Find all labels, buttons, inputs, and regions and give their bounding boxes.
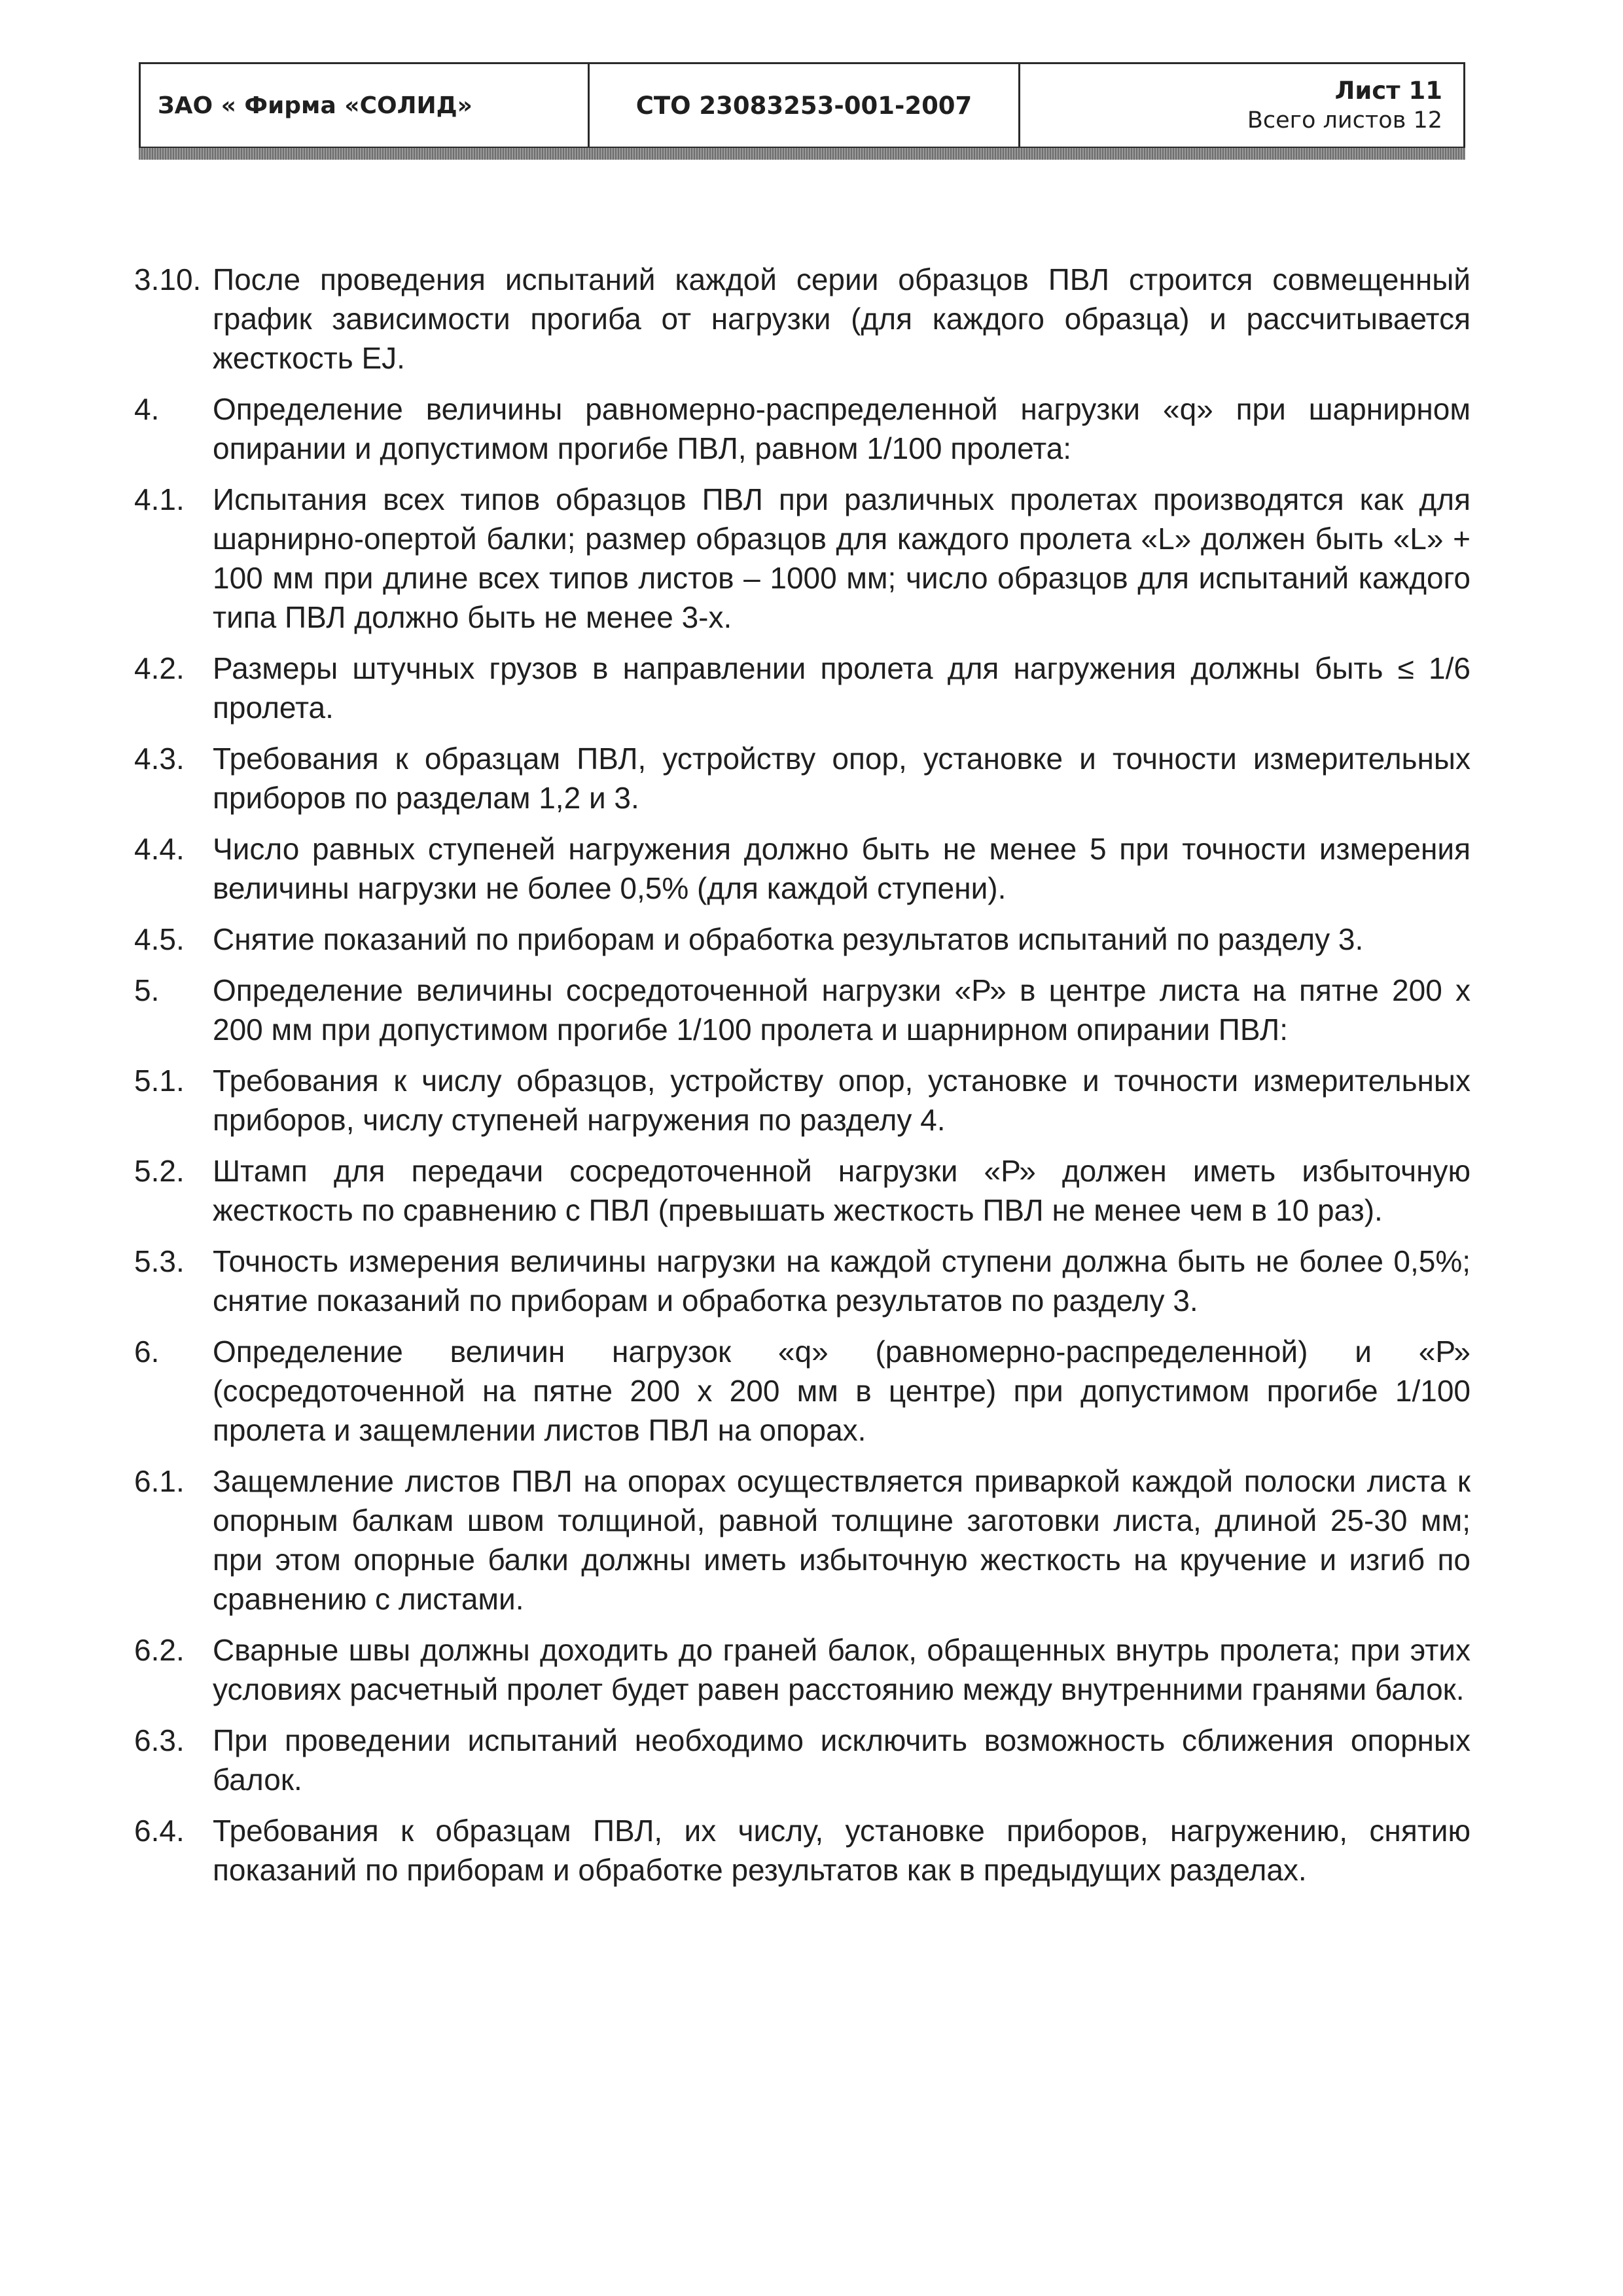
- clause: [134, 1061, 1471, 1139]
- clause-number: 5.: [134, 973, 160, 1007]
- clause-text: Снятие показаний по приборам и обработка результатов испытаний по разделу 3.: [213, 922, 1364, 956]
- clause-text: Штамп для передачи сосредоточенной нагрузки «Р» должен иметь избыточную жесткость по сравнению с ПВЛ (превышать жесткость ПВЛ не менее чем в 10 раз).: [213, 1154, 1471, 1227]
- document-body: [134, 260, 1471, 1901]
- clause: [134, 389, 1471, 468]
- clause-number: 4.4.: [134, 832, 185, 866]
- standard-code: СТО 23083253-001-2007: [590, 64, 1020, 147]
- clause-number: 6.2.: [134, 1633, 185, 1667]
- clause-text: Определение величины сосредоточенной нагрузки «Р» в центре листа на пятне 200 х 200 мм при допустимом прогибе 1/100 пролета и шарнирном опирании ПВЛ:: [213, 973, 1471, 1047]
- clause-number: 6.: [134, 1335, 160, 1369]
- clause-number: 4.1.: [134, 482, 185, 516]
- clause-number: 4.5.: [134, 922, 185, 956]
- clause: [134, 1242, 1471, 1320]
- clause: [134, 920, 1471, 959]
- clause-number: 6.1.: [134, 1464, 185, 1498]
- clause-number: 5.1.: [134, 1064, 185, 1098]
- clause-number: 4.3.: [134, 742, 185, 776]
- clause-text: Требования к образцам ПВЛ, их числу, установке приборов, нагружению, снятию показаний по приборам и обработке результатов как в предыдущих разделах.: [213, 1814, 1471, 1887]
- clause-number: 6.4.: [134, 1814, 185, 1848]
- sheet-info: [1020, 64, 1463, 147]
- clause-number: 4.: [134, 392, 160, 426]
- clause-number: 5.2.: [134, 1154, 185, 1188]
- clause-text: Размеры штучных грузов в направлении пролета для нагружения должны быть ≤ 1/6 пролета.: [213, 651, 1471, 725]
- clause: [134, 971, 1471, 1049]
- clause-text: Сварные швы должны доходить до граней балок, обращенных внутрь пролета; при этих условиях расчетный пролет будет равен расстоянию между внутренними гранями балок.: [213, 1633, 1471, 1706]
- document-header: [139, 62, 1465, 149]
- organization-name: ЗАО « Фирма «СОЛИД»: [141, 64, 590, 147]
- sheets-total: Всего листов 12: [1247, 107, 1442, 134]
- clause: [134, 1811, 1471, 1890]
- clause: [134, 260, 1471, 378]
- clause: [134, 1462, 1471, 1619]
- clause: [134, 480, 1471, 637]
- clause: [134, 1151, 1471, 1230]
- clause-text: Требования к образцам ПВЛ, устройству опор, установке и точности измерительных приборов по разделам 1,2 и 3.: [213, 742, 1471, 815]
- clause: [134, 1332, 1471, 1450]
- clause: [134, 1721, 1471, 1799]
- clause: [134, 739, 1471, 817]
- clause-text: Защемление листов ПВЛ на опорах осуществляется приваркой каждой полоски листа к опорным балкам швом толщиной, равной толщине заготовки листа, длиной 25-30 мм; при этом опорные балки должны иметь избыточную жесткость на кручение и изгиб по сравнению с листами.: [213, 1464, 1471, 1616]
- clause-number: 6.3.: [134, 1723, 185, 1757]
- clause-number: 4.2.: [134, 651, 185, 685]
- clause: [134, 1630, 1471, 1709]
- clause-text: Требования к числу образцов, устройству опор, установке и точности измерительных приборов, числу ступеней нагружения по разделу 4.: [213, 1064, 1471, 1137]
- clause-text: При проведении испытаний необходимо исключить возможность сближения опорных балок.: [213, 1723, 1471, 1797]
- sheet-number: Лист 11: [1334, 77, 1442, 105]
- clause-text: После проведения испытаний каждой серии образцов ПВЛ строится совмещенный график зависимости прогиба от нагрузки (для каждого образца) и рассчитывается жесткость EJ.: [213, 262, 1471, 375]
- clause-text: Испытания всех типов образцов ПВЛ при различных пролетах производятся как для шарнирно-опертой балки; размер образцов для каждого пролета «L» должен быть «L» + 100 мм при длине всех типов листов – 1000 мм; число образцов для испытаний каждого типа ПВЛ должно быть не менее 3-х.: [213, 482, 1471, 634]
- clause: [134, 829, 1471, 908]
- clause-text: Определение величин нагрузок «q» (равномерно-распределенной) и «Р» (сосредоточенной на пятне 200 х 200 мм в центре) при допустимом прогибе 1/100 пролета и защемлении листов ПВЛ на опорах.: [213, 1335, 1471, 1447]
- clause: [134, 649, 1471, 727]
- clause-number: 5.3.: [134, 1244, 185, 1278]
- clause-text: Определение величины равномерно-распределенной нагрузки «q» при шарнирном опирании и допустимом прогибе ПВЛ, равном 1/100 пролета:: [213, 392, 1471, 465]
- clause-number: 3.10.: [134, 262, 202, 296]
- clause-text: Число равных ступеней нагружения должно быть не менее 5 при точности измерения величины нагрузки не более 0,5% (для каждой ступени).: [213, 832, 1471, 905]
- clause-text: Точность измерения величины нагрузки на каждой ступени должна быть не более 0,5%; снятие показаний по приборам и обработка результатов по разделу 3.: [213, 1244, 1471, 1318]
